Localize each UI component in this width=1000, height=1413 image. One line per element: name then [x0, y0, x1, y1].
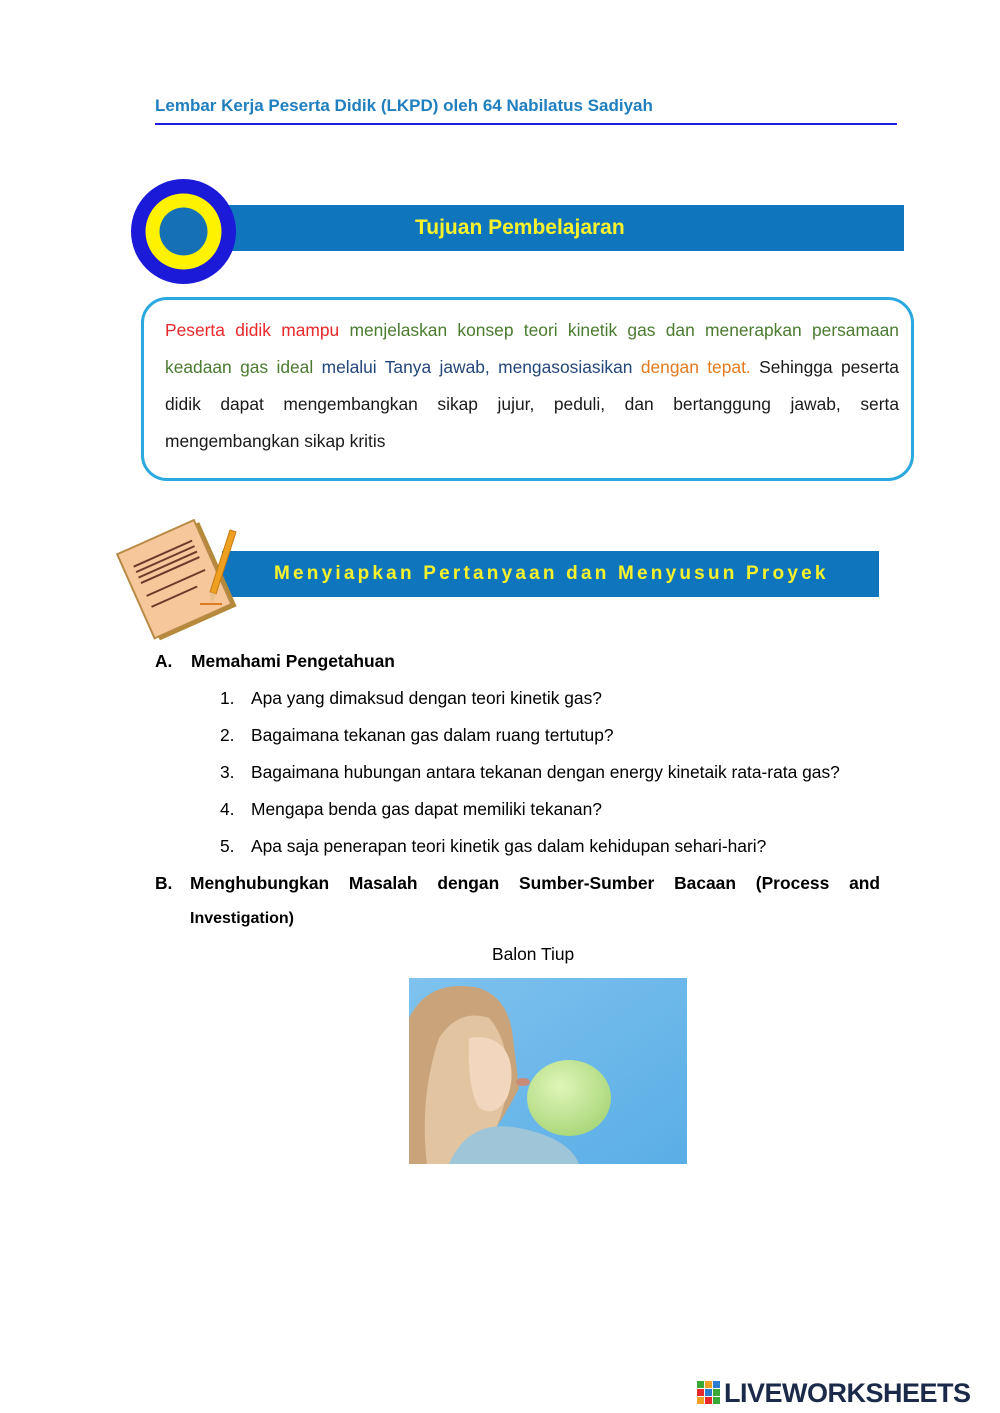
question-number: 4.	[220, 799, 235, 819]
section-title-tujuan: Tujuan Pembelajaran	[415, 216, 625, 239]
part-b-title-line2: Investigation)	[190, 910, 295, 927]
balloon-photo	[409, 978, 687, 1164]
part-b-title-line1: Menghubungkan Masalah dengan Sumber-Sumber Bacaan (Process and	[190, 873, 880, 893]
question-number: 5.	[220, 836, 235, 856]
question-number: 3.	[220, 762, 235, 782]
objective-text-orange: dengan tepat.	[640, 357, 751, 377]
objective-text-blue-2: Tanya jawab, mengasosiasikan	[384, 357, 633, 377]
part-b-letter: B.	[155, 873, 173, 893]
objective-text-red: Peserta didik mampu	[165, 320, 340, 340]
question-text: Apa saja penerapan teori kinetik gas dalam kehidupan sehari-hari?	[251, 836, 767, 856]
part-a-title: Memahami Pengetahuan	[191, 651, 395, 671]
objective-text-black: Sehingga peserta didik dapat mengembangkan sikap jujur, peduli, dan bertanggung jawab, serta mengembangkan sikap kritis	[165, 357, 899, 451]
target-circle-icon	[131, 179, 236, 284]
page-header-title: Lembar Kerja Peserta Didik (LKPD) oleh 64 Nabilatus Sadiyah	[155, 96, 653, 115]
paper-pencil-icon	[112, 508, 242, 643]
learning-objective-box	[141, 297, 914, 481]
objective-text-green: menjelaskan konsep teori kinetik gas dan menerapkan persamaan keadaan gas ideal	[165, 320, 899, 377]
question-text: Bagaimana hubungan antara tekanan dengan energy kinetaik rata-rata gas?	[251, 762, 840, 782]
question-text: Apa yang dimaksud dengan teori kinetik gas?	[251, 688, 602, 708]
question-number: 2.	[220, 725, 235, 745]
question-number: 1.	[220, 688, 235, 708]
section-banner-tujuan	[212, 205, 904, 251]
liveworksheets-logo-icon	[697, 1381, 721, 1405]
question-text: Bagaimana tekanan gas dalam ruang tertutup?	[251, 725, 614, 745]
question-text: Mengapa benda gas dapat memiliki tekanan?	[251, 799, 602, 819]
objective-text-blue-1: melalui	[321, 357, 377, 377]
header-divider	[155, 123, 897, 125]
image-caption: Balon Tiup	[492, 944, 575, 964]
liveworksheets-logo-text[interactable]: LIVEWORKSHEETS	[724, 1378, 971, 1408]
part-a-letter: A.	[155, 651, 173, 671]
section-banner-proyek	[222, 551, 879, 597]
section-title-proyek: Menyiapkan Pertanyaan dan Menyusun Proyek	[274, 563, 829, 584]
